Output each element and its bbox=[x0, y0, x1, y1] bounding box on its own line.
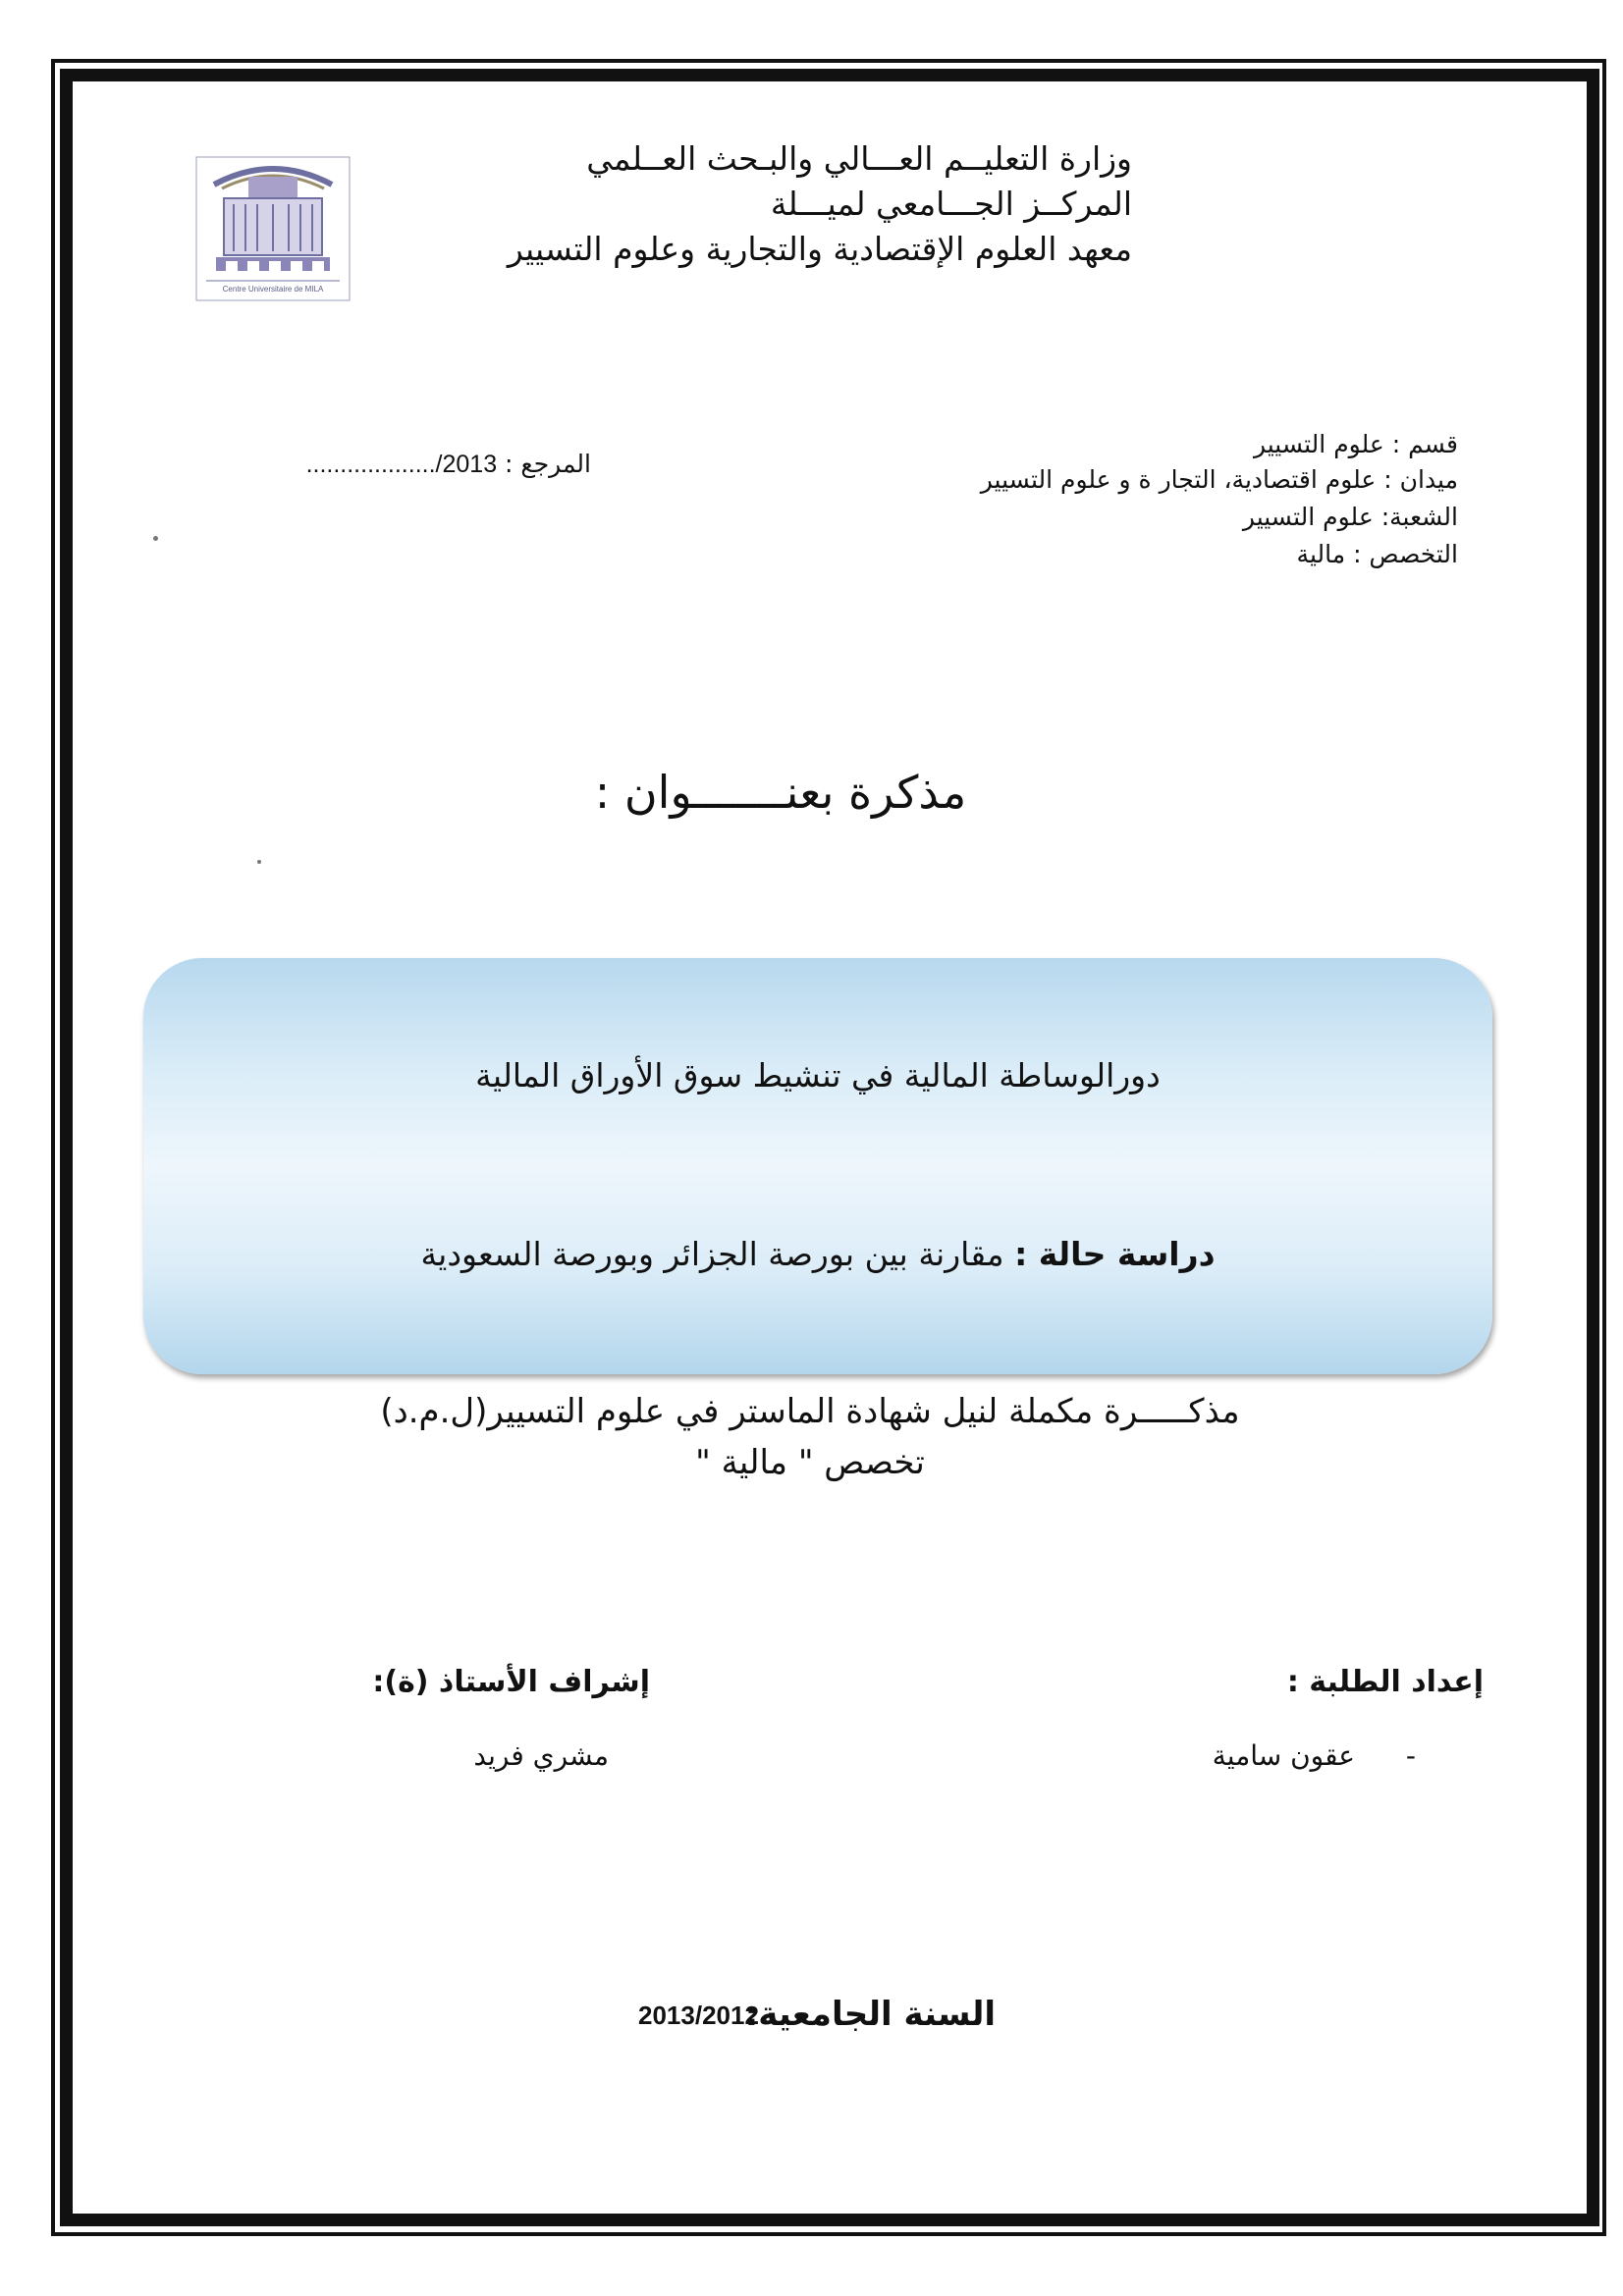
ministry-name: وزارة التعليــم العـــالي والبـحث العــلمي bbox=[586, 139, 1132, 178]
case-study-line bbox=[143, 1235, 1492, 1273]
supervisor-name: مشري فريد bbox=[473, 1739, 609, 1772]
academic-year-value: 2013/2012 bbox=[638, 2001, 759, 2030]
logo-caption: Centre Universitaire de MILA bbox=[222, 285, 324, 294]
degree-statement: مذكـــــرة مكملة لنيل شهادة الماستر في علوم التسيير(ل.م.د) bbox=[380, 1392, 1240, 1431]
department-section: قسم : علوم التسيير bbox=[1253, 430, 1458, 458]
degree-specialty: تخصص " مالية " bbox=[695, 1443, 925, 1482]
memo-heading: مذكرة بعنـــــــوان : bbox=[594, 766, 967, 819]
department-field: ميدان : علوم اقتصادية، التجار ة و علوم التسيير bbox=[980, 465, 1458, 494]
student-name: عقون سامية bbox=[1212, 1739, 1355, 1772]
academic-year-label: السنة الجامعية: bbox=[744, 1995, 996, 2034]
university-logo bbox=[194, 155, 352, 302]
thesis-title-box bbox=[143, 958, 1492, 1374]
reference-label: المرجع : bbox=[505, 450, 591, 478]
scan-speck bbox=[257, 860, 261, 864]
scan-speck bbox=[153, 536, 158, 541]
case-study-text: مقارنة بين بورصة الجزائر وبورصة السعودية bbox=[420, 1235, 1004, 1273]
supervisor-label: إشراف الأستاذ (ة): bbox=[372, 1665, 650, 1699]
reference-line bbox=[257, 450, 591, 479]
case-study-label: دراسة حالة : bbox=[1014, 1235, 1216, 1273]
students-label: إعداد الطلبة : bbox=[1286, 1665, 1484, 1699]
institute-name: معهد العلوم الإقتصادية والتجارية وعلوم التسيير bbox=[507, 230, 1132, 268]
department-specialty: التخصص : مالية bbox=[1296, 540, 1458, 568]
university-center-name: المركــز الجـــامعي لميـــلة bbox=[770, 185, 1132, 223]
student-bullet: - bbox=[1405, 1739, 1416, 1772]
reference-value: .................../2013 bbox=[305, 451, 498, 478]
university-logo-icon bbox=[194, 155, 352, 302]
thesis-main-title: دورالوساطة المالية في تنشيط سوق الأوراق المالية bbox=[475, 1056, 1161, 1095]
department-branch: الشعبة: علوم التسيير bbox=[1242, 503, 1458, 531]
